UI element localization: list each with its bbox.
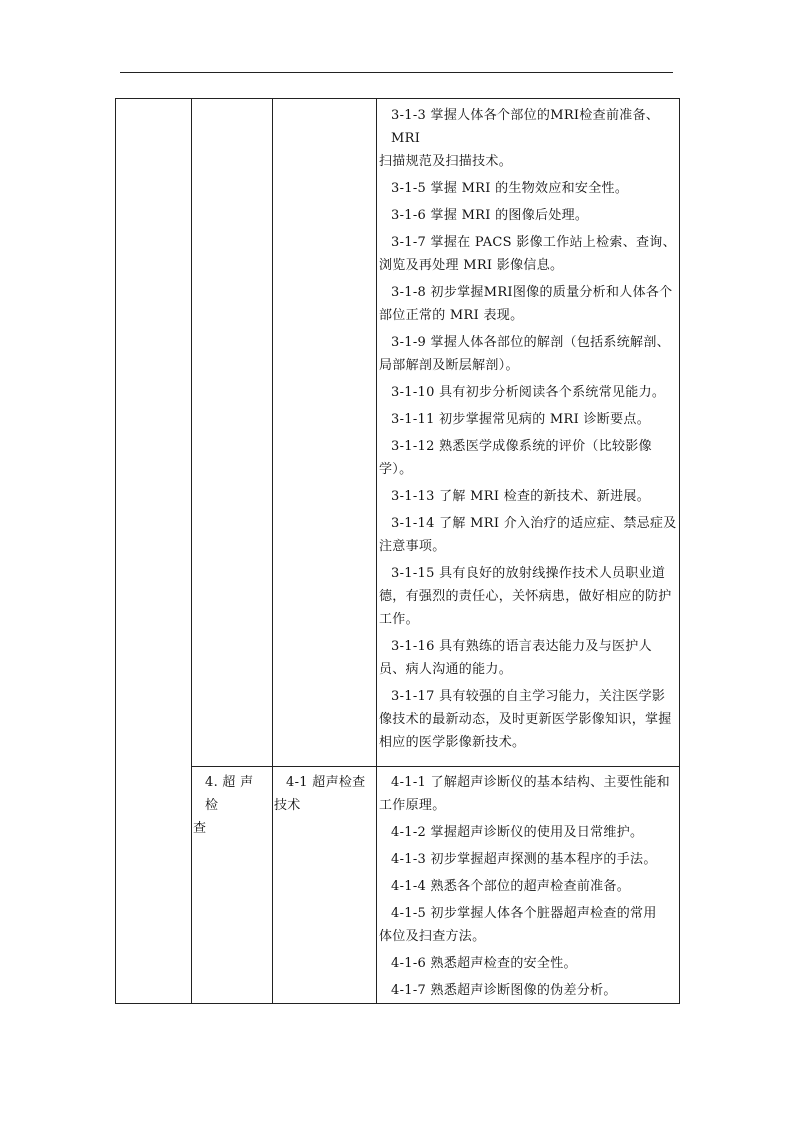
list-item-text: 注意事项。 [379, 539, 446, 554]
column-divider-1 [191, 98, 192, 1004]
list-item-text: 部位正常的 MRI 表现。 [379, 308, 524, 323]
list-item-text: 3-1-16 具有熟练的语言表达能力及与医护人 [391, 639, 652, 654]
list-item-text: 3-1-6 掌握 MRI 的图像后处理。 [391, 208, 589, 223]
module-title: 4. 超 声 检 [205, 775, 254, 813]
list-item-text: 体位及扫查方法。 [379, 929, 486, 944]
row-divider [191, 766, 680, 767]
list-item [379, 435, 679, 481]
list-item-text: 3-1-11 初步掌握常见病的 MRI 诊断要点。 [391, 412, 651, 427]
list-item-text: 员、病人沟通的能力。 [379, 662, 513, 677]
section4-content-cell [379, 771, 679, 1002]
list-item [379, 875, 679, 898]
list-item-text: 学）。 [379, 462, 413, 477]
list-item [379, 771, 679, 817]
list-item-text: 4-1-2 掌握超声诊断仪的使用及日常维护。 [391, 825, 644, 840]
column-divider-2 [272, 98, 273, 1004]
unit-title: 4-1 超声检查 [286, 775, 366, 790]
list-item-text: 4-1-6 熟悉超声检查的安全性。 [391, 956, 577, 971]
list-item-text: 局部解剖及断层解剖）。 [379, 358, 519, 373]
list-item-text: 3-1-14 了解 MRI 介入治疗的适应症、禁忌症及 [391, 516, 677, 531]
list-item-text: 4-1-7 熟悉超声诊断图像的伪差分析。 [391, 983, 617, 998]
list-item-text: 3-1-9 掌握人体各部位的解剖（包括系统解剖、 [391, 335, 670, 350]
list-item-text: 3-1-12 熟悉医学成像系统的评价（比较影像 [391, 439, 652, 454]
module-cell [193, 771, 271, 840]
list-item [379, 381, 679, 404]
list-item [379, 204, 679, 227]
list-item [379, 331, 679, 377]
list-item [379, 485, 679, 508]
list-item [379, 281, 679, 327]
list-item-text: 3-1-10 具有初步分析阅读各个系统常见能力。 [391, 385, 666, 400]
list-item-text: 3-1-5 掌握 MRI 的生物效应和安全性。 [391, 181, 629, 196]
page-header-rule [120, 72, 673, 73]
list-item-text: 4-1-5 初步掌握人体各个脏器超声检查的常用 [391, 906, 657, 921]
list-item-text: 3-1-17 具有较强的自主学习能力，关注医学影 [391, 689, 666, 704]
list-item [379, 848, 679, 871]
list-item-text: 3-1-7 掌握在 PACS 影像工作站上检索、查询、 [391, 235, 676, 250]
list-item [379, 177, 679, 200]
list-item [379, 952, 679, 975]
list-item-text: 相应的医学影像新技术。 [379, 735, 526, 750]
list-item-text: 浏览及再处理 MRI 影像信息。 [379, 258, 564, 273]
list-item-text: 4-1-1 了解超声诊断仪的基本结构、主要性能和 [391, 775, 670, 790]
unit-title: 技术 [274, 798, 301, 813]
list-item-text: 3-1-13 了解 MRI 检查的新技术、新进展。 [391, 489, 651, 504]
list-item [379, 512, 679, 558]
list-item [379, 821, 679, 844]
unit-cell [274, 771, 376, 817]
list-item [379, 104, 679, 173]
list-item [379, 562, 679, 631]
list-item [379, 902, 679, 948]
list-item-text: 3-1-3 掌握人体各个部位的MRI检查前准备、MRI [391, 108, 660, 146]
list-item-text: 工作原理。 [379, 798, 446, 813]
list-item [379, 231, 679, 277]
list-item-text: 4-1-4 熟悉各个部位的超声检查前准备。 [391, 879, 631, 894]
list-item-text: 3-1-8 初步掌握MRI图像的质量分析和人体各个 [391, 285, 673, 300]
list-item-text: 像技术的最新动态，及时更新医学影像知识，掌握 [379, 712, 672, 727]
list-item [379, 635, 679, 681]
list-item [379, 685, 679, 754]
list-item [379, 979, 679, 1002]
list-item-text: 德，有强烈的责任心，关怀病患，做好相应的防护 [379, 589, 672, 604]
list-item-text: 工作。 [379, 612, 419, 627]
list-item-text: 4-1-3 初步掌握超声探测的基本程序的手法。 [391, 852, 657, 867]
column-divider-3 [376, 98, 377, 1004]
list-item-text: 扫描规范及扫描技术。 [379, 154, 513, 169]
list-item [379, 408, 679, 431]
section3-content-cell [379, 104, 679, 754]
module-title: 查 [193, 821, 207, 836]
list-item-text: 3-1-15 具有良好的放射线操作技术人员职业道 [391, 566, 666, 581]
